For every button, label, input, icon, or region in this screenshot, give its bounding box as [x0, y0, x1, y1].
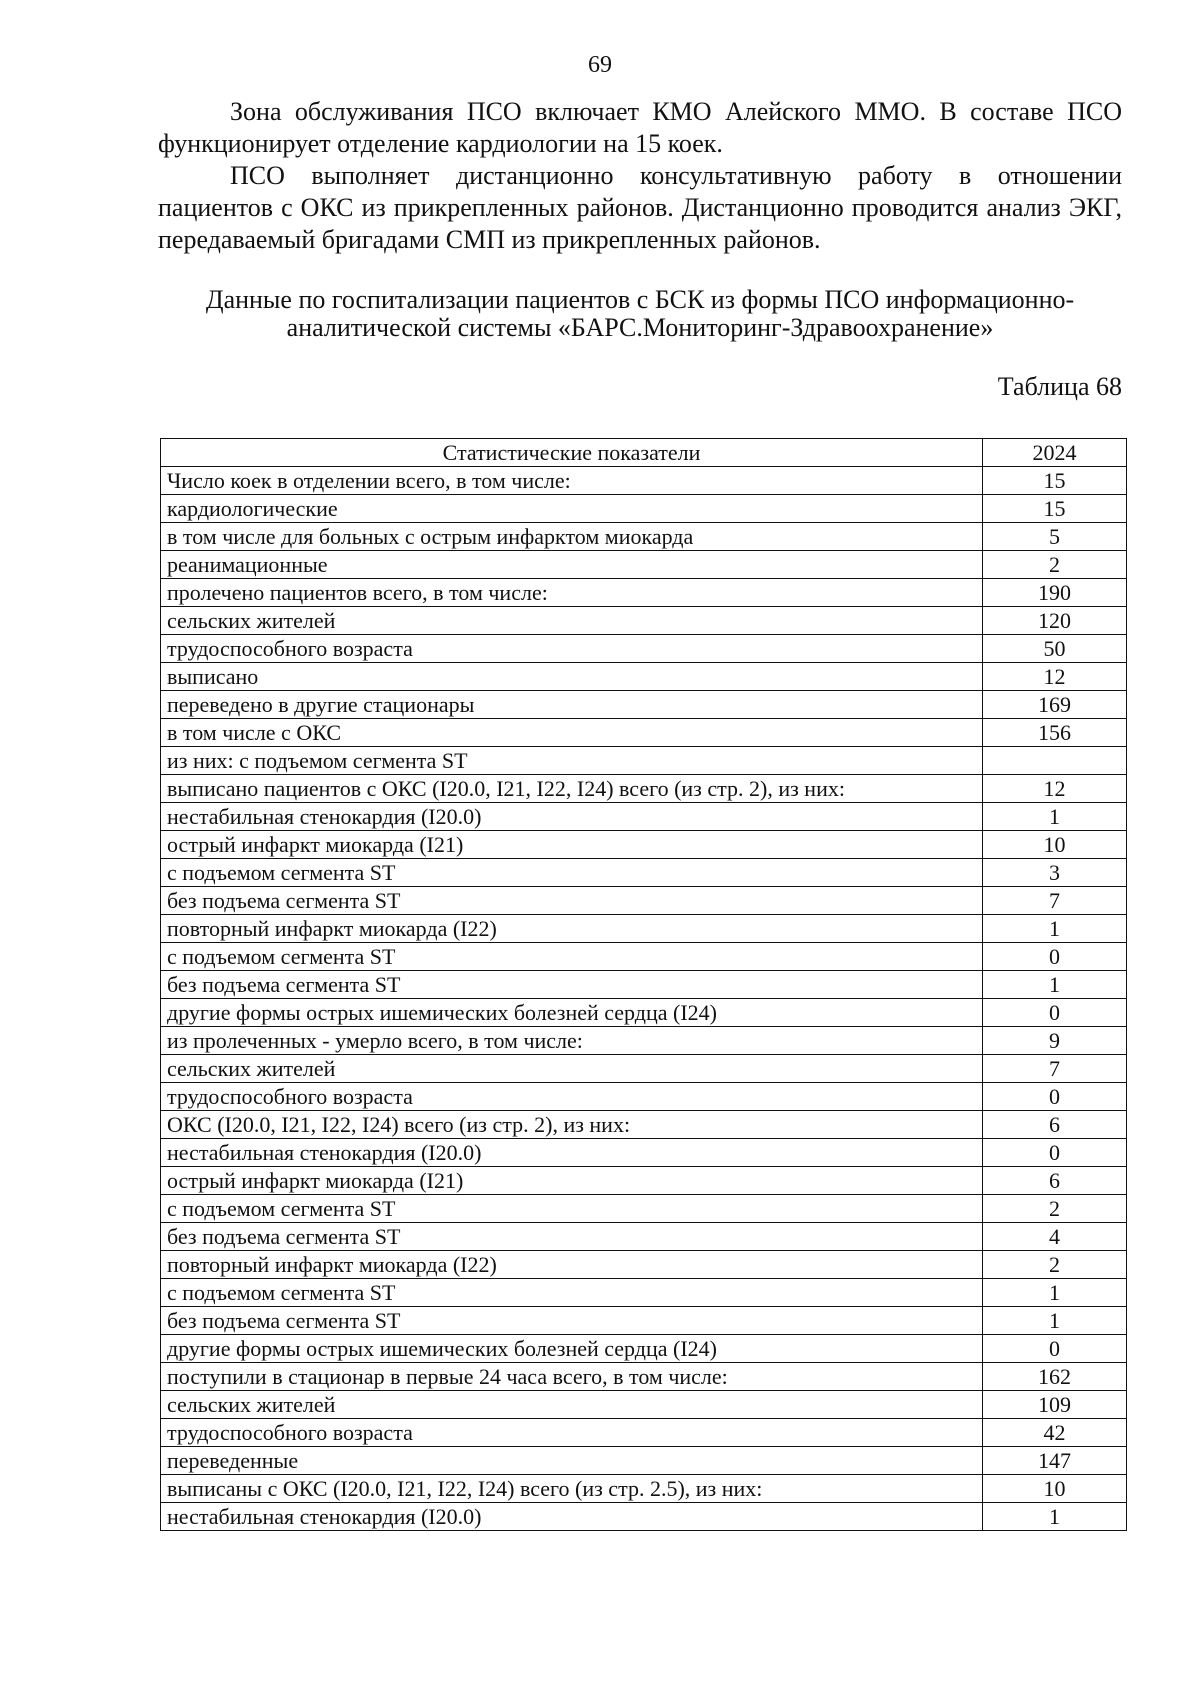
value-cell: 156 — [983, 719, 1127, 747]
table-row — [161, 1419, 1127, 1447]
indicator-cell: повторный инфаркт миокарда (I22) — [161, 1251, 983, 1279]
indicator-cell: реанимационные — [161, 551, 983, 579]
table-body — [161, 467, 1127, 1531]
value-cell: 9 — [983, 1027, 1127, 1055]
indicator-cell: с подъемом сегмента ST — [161, 1195, 983, 1223]
value-cell: 162 — [983, 1363, 1127, 1391]
indicator-cell: пролечено пациентов всего, в том числе: — [161, 579, 983, 607]
table-title-line: аналитической системы «БАРС.Мониторинг-Здравоохранение» — [286, 313, 994, 342]
value-cell: 6 — [983, 1167, 1127, 1195]
table-row — [161, 1251, 1127, 1279]
table-row — [161, 467, 1127, 495]
indicator-cell: острый инфаркт миокарда (I21) — [161, 831, 983, 859]
table-row — [161, 803, 1127, 831]
value-cell: 7 — [983, 1055, 1127, 1083]
indicator-cell: трудоспособного возраста — [161, 1419, 983, 1447]
value-cell: 12 — [983, 775, 1127, 803]
indicator-cell: переведенные — [161, 1447, 983, 1475]
table-label: Таблица 68 — [997, 372, 1122, 401]
value-cell: 120 — [983, 607, 1127, 635]
indicator-cell: в том числе для больных с острым инфарктом миокарда — [161, 523, 983, 551]
table-row — [161, 635, 1127, 663]
table-row — [161, 1167, 1127, 1195]
column-header-year: 2024 — [983, 439, 1127, 467]
value-cell: 3 — [983, 859, 1127, 887]
value-cell: 42 — [983, 1419, 1127, 1447]
table-title — [158, 286, 1122, 342]
table-row — [161, 1027, 1127, 1055]
indicator-cell: нестабильная стенокардия (I20.0) — [161, 1139, 983, 1167]
indicator-cell: без подъема сегмента ST — [161, 1223, 983, 1251]
value-cell: 109 — [983, 1391, 1127, 1419]
indicator-cell: повторный инфаркт миокарда (I22) — [161, 915, 983, 943]
value-cell: 0 — [983, 999, 1127, 1027]
value-cell: 10 — [983, 831, 1127, 859]
indicator-cell: переведено в другие стационары — [161, 691, 983, 719]
table-row — [161, 971, 1127, 999]
indicator-cell: выписаны с ОКС (I20.0, I21, I22, I24) всего (из стр. 2.5), из них: — [161, 1475, 983, 1503]
value-cell: 0 — [983, 1335, 1127, 1363]
paragraph: ПСО выполняет дистанционно консультативную работу в отношении пациентов с ОКС из прикрепленных районов. Дистанционно проводится анализ ЭКГ, передаваемый бригадами СМП из прикрепленных районов. — [158, 161, 1122, 254]
value-cell: 147 — [983, 1447, 1127, 1475]
indicator-cell: с подъемом сегмента ST — [161, 859, 983, 887]
table-row — [161, 1195, 1127, 1223]
indicator-cell: поступили в стационар в первые 24 часа всего, в том числе: — [161, 1363, 983, 1391]
paragraph: Зона обслуживания ПСО включает КМО Алейского ММО. В составе ПСО функционирует отделение кардиологии на 15 коек. — [158, 97, 1122, 158]
table-title-line: Данные по госпитализации пациентов с БСК из формы ПСО информационно- — [205, 285, 1075, 314]
table-row — [161, 1363, 1127, 1391]
table-row — [161, 1279, 1127, 1307]
body-text — [158, 96, 1122, 256]
value-cell: 1 — [983, 1503, 1127, 1531]
value-cell: 0 — [983, 1139, 1127, 1167]
indicator-cell: без подъема сегмента ST — [161, 1307, 983, 1335]
indicator-cell: острый инфаркт миокарда (I21) — [161, 1167, 983, 1195]
table-row — [161, 1111, 1127, 1139]
value-cell: 2 — [983, 551, 1127, 579]
page-number: 69 — [588, 52, 612, 78]
indicator-cell: Число коек в отделении всего, в том числе: — [161, 467, 983, 495]
indicator-cell: ОКС (I20.0, I21, I22, I24) всего (из стр. 2), из них: — [161, 1111, 983, 1139]
value-cell: 12 — [983, 663, 1127, 691]
indicator-cell: трудоспособного возраста — [161, 635, 983, 663]
value-cell: 10 — [983, 1475, 1127, 1503]
value-cell: 1 — [983, 1307, 1127, 1335]
table-row — [161, 887, 1127, 915]
statistics-table — [160, 438, 1127, 1531]
value-cell: 4 — [983, 1223, 1127, 1251]
table-row — [161, 607, 1127, 635]
table-row — [161, 1083, 1127, 1111]
table-row — [161, 747, 1127, 775]
table-row — [161, 831, 1127, 859]
indicator-cell: трудоспособного возраста — [161, 1083, 983, 1111]
indicator-cell: другие формы острых ишемических болезней сердца (I24) — [161, 999, 983, 1027]
table-row — [161, 915, 1127, 943]
table-row — [161, 1223, 1127, 1251]
value-cell: 1 — [983, 971, 1127, 999]
value-cell: 6 — [983, 1111, 1127, 1139]
table-row — [161, 1391, 1127, 1419]
table-row — [161, 943, 1127, 971]
value-cell: 2 — [983, 1251, 1127, 1279]
table-row — [161, 859, 1127, 887]
value-cell: 1 — [983, 1279, 1127, 1307]
value-cell: 5 — [983, 523, 1127, 551]
indicator-cell: нестабильная стенокардия (I20.0) — [161, 1503, 983, 1531]
table-row — [161, 775, 1127, 803]
indicator-cell: с подъемом сегмента ST — [161, 943, 983, 971]
indicator-cell: выписано пациентов с ОКС (I20.0, I21, I22, I24) всего (из стр. 2), из них: — [161, 775, 983, 803]
value-cell: 0 — [983, 943, 1127, 971]
table-row — [161, 1503, 1127, 1531]
indicator-cell: без подъема сегмента ST — [161, 887, 983, 915]
table-row — [161, 1307, 1127, 1335]
indicator-cell: из пролеченных - умерло всего, в том числе: — [161, 1027, 983, 1055]
table-row — [161, 1139, 1127, 1167]
indicator-cell: сельских жителей — [161, 1391, 983, 1419]
indicator-cell: в том числе с ОКС — [161, 719, 983, 747]
indicator-cell: выписано — [161, 663, 983, 691]
indicator-cell: кардиологические — [161, 495, 983, 523]
indicator-cell: нестабильная стенокардия (I20.0) — [161, 803, 983, 831]
indicator-cell: сельских жителей — [161, 1055, 983, 1083]
value-cell: 50 — [983, 635, 1127, 663]
value-cell: 15 — [983, 495, 1127, 523]
value-cell: 1 — [983, 915, 1127, 943]
table-row — [161, 691, 1127, 719]
table-row — [161, 495, 1127, 523]
table-row — [161, 719, 1127, 747]
value-cell: 190 — [983, 579, 1127, 607]
value-cell: 7 — [983, 887, 1127, 915]
table-row — [161, 1447, 1127, 1475]
value-cell: 15 — [983, 467, 1127, 495]
table-row — [161, 1335, 1127, 1363]
value-cell: 0 — [983, 1083, 1127, 1111]
column-header-indicator: Статистические показатели — [161, 439, 983, 467]
table-header-row — [161, 439, 1127, 467]
indicator-cell: с подъемом сегмента ST — [161, 1279, 983, 1307]
indicator-cell: сельских жителей — [161, 607, 983, 635]
table-row — [161, 579, 1127, 607]
value-cell: 169 — [983, 691, 1127, 719]
table-row — [161, 999, 1127, 1027]
indicator-cell: из них: с подъемом сегмента ST — [161, 747, 983, 775]
table-row — [161, 1055, 1127, 1083]
value-cell — [983, 747, 1127, 775]
table-row — [161, 663, 1127, 691]
table-row — [161, 551, 1127, 579]
value-cell: 2 — [983, 1195, 1127, 1223]
value-cell: 1 — [983, 803, 1127, 831]
table-row — [161, 1475, 1127, 1503]
indicator-cell: другие формы острых ишемических болезней сердца (I24) — [161, 1335, 983, 1363]
indicator-cell: без подъема сегмента ST — [161, 971, 983, 999]
table-row — [161, 523, 1127, 551]
